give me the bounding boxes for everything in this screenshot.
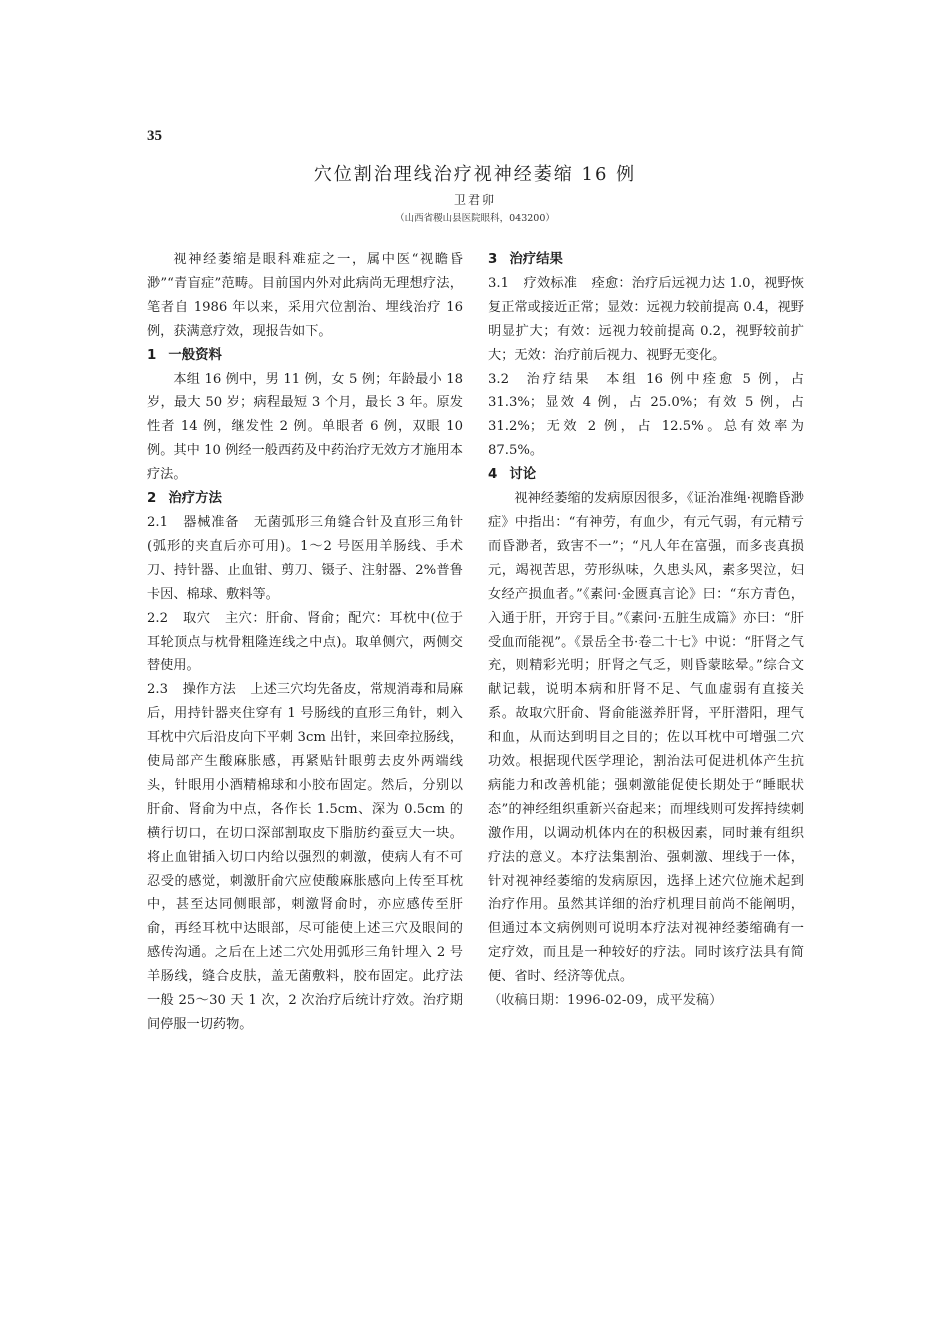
subsection-2-2 bbox=[147, 607, 463, 679]
subsection-number: 2.1 bbox=[147, 514, 168, 530]
section-heading-general bbox=[147, 344, 463, 368]
author: 卫君卯 bbox=[453, 193, 496, 207]
received-date-note: （收稿日期：1996-02-09，成平发稿） bbox=[488, 993, 723, 1009]
general-data-paragraph: 本组 16 例中，男 11 例，女 5 例；年龄最小 18 岁，最大 50 岁；病程最短 3 个月，最长 3 年。原发性者 14 例，继发性 2 例。单眼者 6 例，双眼 10 例。其中 10 例经一般西药及中药治疗无效方才施用本疗法。 bbox=[147, 371, 463, 483]
section-number: 1 bbox=[147, 347, 157, 363]
subsection-text: 本组 16 例中痊愈 5 例，占 31.3%；显效 4 例，占 25.0%；有效 5 例，占 31.2%；无效 2 例，占 12.5%。总有效率为 87.5%。 bbox=[488, 371, 804, 459]
subsection-text: 无菌弧形三角缝合针及直形三角针(弧形的夹直后亦可用)。1～2 号医用羊肠线、手术刀、持针器、止血钳、剪刀、镊子、注射器、2%普鲁卡因、棉球、敷料等。 bbox=[147, 514, 464, 602]
section-title: 治疗结果 bbox=[509, 252, 563, 267]
section-number: 4 bbox=[488, 467, 498, 483]
subsection-2-3 bbox=[147, 678, 463, 1037]
section-number: 3 bbox=[488, 252, 498, 267]
subsection-title: 取穴 bbox=[182, 610, 211, 626]
page-number: 35 bbox=[147, 128, 162, 144]
section-number: 2 bbox=[147, 491, 157, 507]
section-heading-results bbox=[488, 248, 804, 272]
right-column bbox=[488, 248, 804, 1013]
subsection-2-1 bbox=[147, 511, 463, 607]
left-column bbox=[147, 248, 463, 1037]
subsection-3-1 bbox=[488, 272, 804, 368]
subsection-number: 3.1 bbox=[488, 275, 509, 291]
discussion-paragraph: 视神经萎缩的发病原因很多，《证治准绳·视瞻昏渺症》中指出：“有神劳，有血少，有元气弱，有元精亏而昏渺者，致害不一”；“凡人年在富强，而多丧真损元，竭视苦思，劳形纵味，久患头风，素多哭泣，妇女经产损血者。”《素问·金匮真言论》曰：“东方青色，入通于肝，开窍于目。”《素问·五脏生成篇》亦曰：“肝受血而能视”。《景岳全书·卷二十七》中说：“肝肾之气充，则精彩光明；肝肾之气乏，则昏蒙眩晕。”综合文献记载，说明本病和肝肾不足、气血虚弱有直接关系。故取穴肝俞、肾俞能滋养肝肾，平肝潜阳，理气和血，从而达到明目之目的；佐以耳枕中可增强二穴功效。根据现代医学理论，割治法可促进机体产生抗病能力和改善机能；强刺激能促使长期处于“睡眠状态”的神经组织重新兴奋起来；而埋线则可发挥持续刺激作用，以调动机体内在的积极因素，同时兼有组织疗法的意义。本疗法集割治、强刺激、埋线于一体，针对视神经萎缩的发病原因，选择上述穴位施术起到治疗作用。虽然其详细的治疗机理目前尚不能阐明，但通过本文病例则可说明本疗法对视神经萎缩确有一定疗效，而且是一种较好的疗法。同时该疗法具有简便、省时、经济等优点。 bbox=[488, 491, 804, 985]
subsection-number: 2.2 bbox=[147, 610, 168, 626]
section-title: 治疗方法 bbox=[168, 491, 222, 507]
section-heading-method bbox=[147, 487, 463, 511]
section-heading-discussion bbox=[488, 463, 804, 487]
article-title: 穴位割治理线治疗视神经萎缩 16 例 bbox=[313, 164, 637, 185]
subsection-title: 疗效标准 bbox=[523, 275, 578, 291]
subsection-text: 上述三穴均先备皮，常规消毒和局麻后，用持针器夹住穿有 1 号肠线的直形三角针，刺入耳枕中穴后沿皮向下平刺 3cm 出针，来回牵拉肠线，使局部产生酸麻胀感，再紧贴针眼剪去皮外两端线头，针眼用小酒精棉球和小胶布固定。然后，分别以肝俞、肾俞为中点，各作长 1.5cm、深为 0.5cm 的横行切口，在切口深部割取皮下脂肪约蚕豆大一块。将止血钳插入切口内给以强烈的刺激，使病人有不可忍受的感觉，刺激肝俞穴应使酸麻胀感向上传至耳枕中，甚至达同侧眼部，刺激肾俞时，亦应感传至肝俞，再经耳枕中达眼部，尽可能使上述三穴及眼间的感传沟通。之后在上述二穴处用弧形三角针埋入 2 号羊肠线，缝合皮肤，盖无菌敷料，胶布固定。此疗法一般 25～30 天 1 次，2 次治疗后统计疗效。治疗期间停服一切药物。 bbox=[147, 682, 464, 1032]
subsection-number: 2.3 bbox=[147, 682, 168, 698]
section-title: 讨论 bbox=[509, 467, 537, 483]
intro-paragraph: 视神经萎缩是眼科难症之一，属中医“视瞻昏渺”“青盲症”范畴。目前国内外对此病尚无理想疗法，笔者自 1986 年以来，采用穴位割治、埋线治疗 16 例，获满意疗效，现报告如下。 bbox=[147, 252, 463, 339]
subsection-text: 主穴：肝俞、肾俞；配穴：耳枕中(位于耳轮顶点与枕骨粗隆连线之中点)。取单侧穴，两侧交替使用。 bbox=[147, 610, 463, 674]
subsection-number: 3.2 bbox=[488, 371, 509, 387]
section-title: 一般资料 bbox=[168, 347, 222, 363]
subsection-title: 器械准备 bbox=[182, 514, 240, 530]
affiliation: （山西省稷山县医院眼科，043200） bbox=[395, 213, 555, 224]
subsection-3-2 bbox=[488, 368, 804, 464]
subsection-title: 治疗结果 bbox=[523, 371, 592, 387]
subsection-title: 操作方法 bbox=[182, 682, 236, 698]
subsection-text: 痊愈：治疗后远视力达 1.0，视野恢复正常或接近正常；显效：远视力较前提高 0.4，视野明显扩大；有效：远视力较前提高 0.2，视野较前扩大；无效：治疗前后视力、视野无变化。 bbox=[488, 275, 804, 363]
